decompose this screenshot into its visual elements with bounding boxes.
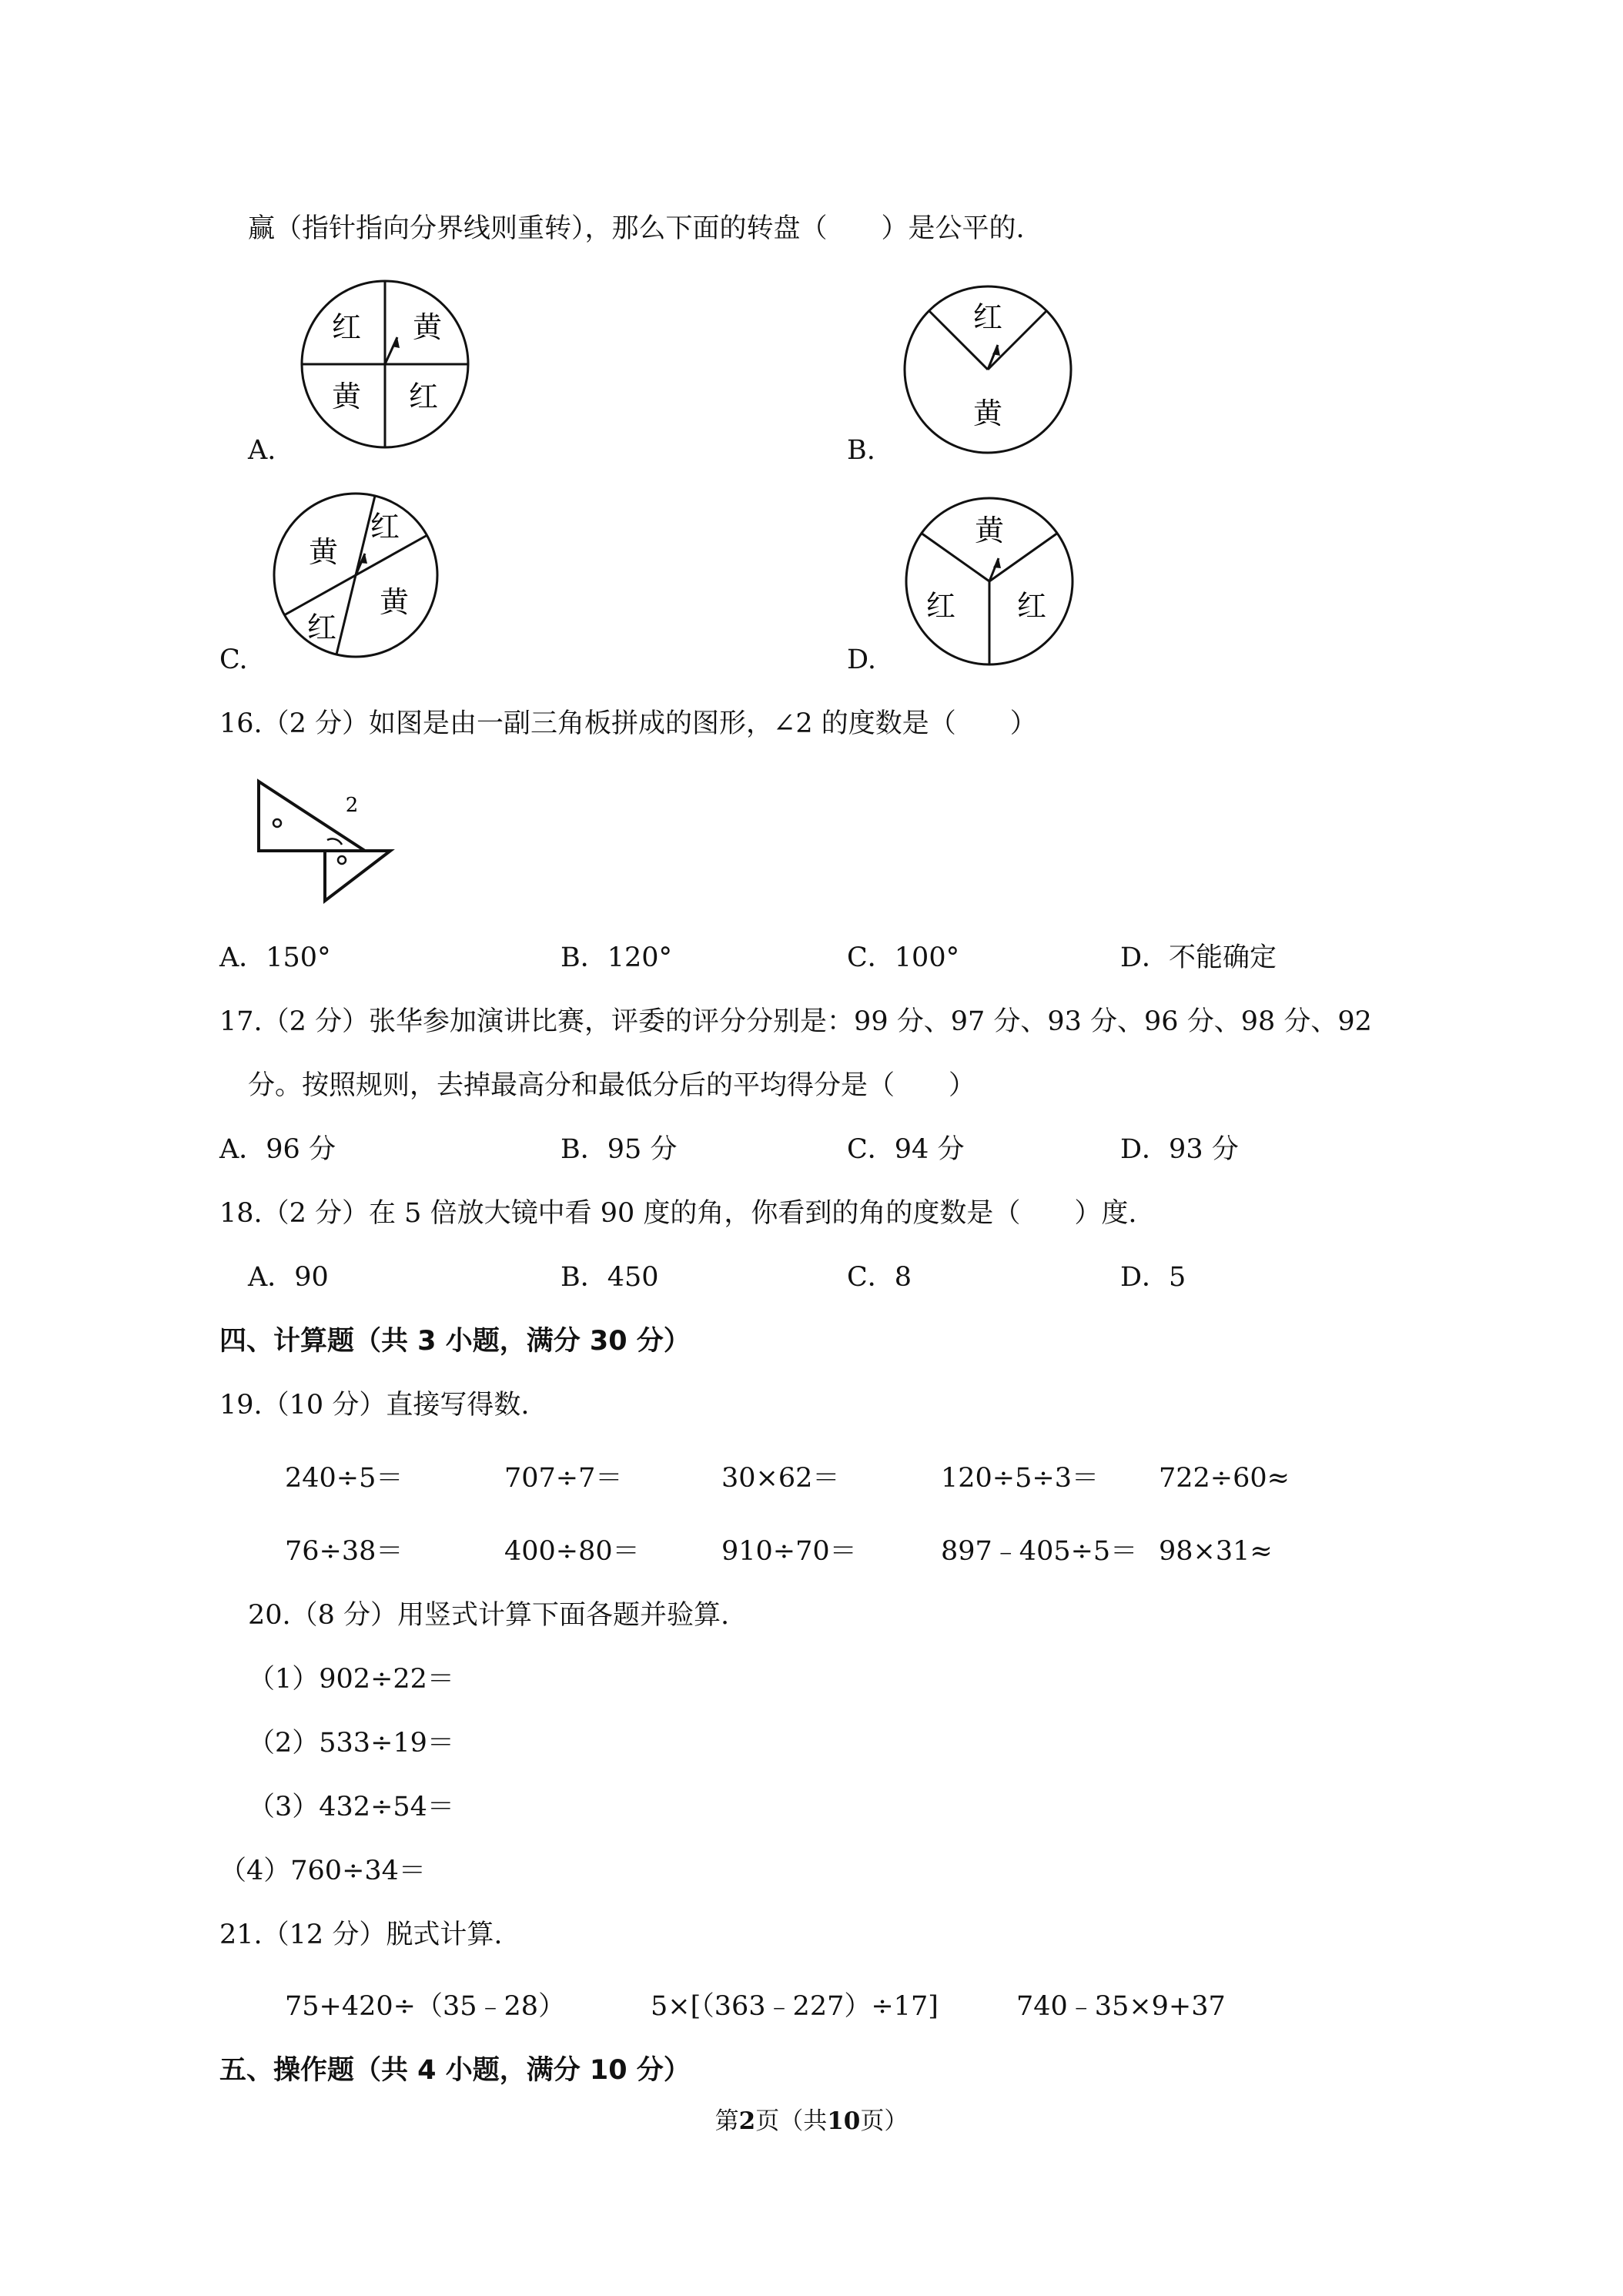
page-footer xyxy=(0,2106,1623,2137)
spinner-a xyxy=(296,276,474,453)
q19-item: 76÷38＝ xyxy=(285,1536,403,1567)
spinner-d xyxy=(901,493,1078,670)
q16-option-c: C．100° xyxy=(847,942,960,973)
q18-option-d: D．5 xyxy=(1120,1262,1186,1293)
q19-item: 707÷7＝ xyxy=(504,1463,623,1494)
footer-text: 页） xyxy=(860,2107,909,2135)
q19-stem: 19.（10 分）直接写得数. xyxy=(219,1390,530,1421)
q20-item: （3）432÷54＝ xyxy=(248,1792,454,1822)
q20-stem: 20.（8 分）用竖式计算下面各题并验算. xyxy=(248,1600,730,1631)
q16-option-b: B．120° xyxy=(561,942,673,973)
q18-option-c: C．8 xyxy=(847,1262,912,1293)
q18-stem: 18.（2 分）在 5 倍放大镜中看 90 度的角，你看到的角的度数是（ ）度. xyxy=(219,1198,1137,1229)
triangle-set-figure xyxy=(248,774,402,909)
spinner-region-label: 红 xyxy=(306,611,337,644)
q16-option-a: A．150° xyxy=(219,942,331,973)
q21-item: 75+420÷（35﹣28） xyxy=(285,1991,566,2022)
option-a-label: A. xyxy=(248,435,276,466)
spinner-region-label: 红 xyxy=(1016,589,1047,623)
q16-option-d: D．不能确定 xyxy=(1120,942,1277,973)
spinner-region-label: 黄 xyxy=(379,585,410,619)
footer-page-total: 10 xyxy=(827,2107,861,2135)
q18-option-b: B．450 xyxy=(561,1262,659,1293)
q17-stem-line2: 分。按照规则，去掉最高分和最低分后的平均得分是（ ） xyxy=(248,1070,976,1101)
q19-item: 98×31≈ xyxy=(1159,1536,1273,1567)
section-5-heading: 五、操作题（共 4 小题，满分 10 分） xyxy=(219,2055,691,2086)
q17-stem-line1: 17.（2 分）张华参加演讲比赛，评委的评分分别是：99 分、97 分、93 分、96 分、98 分、92 xyxy=(219,1006,1372,1037)
spinner-c xyxy=(269,489,443,662)
q20-item: （1）902÷22＝ xyxy=(248,1664,454,1695)
spinner-region-label: 黄 xyxy=(308,535,339,569)
q21-stem: 21.（12 分）脱式计算. xyxy=(219,1919,503,1950)
section-4-heading: 四、计算题（共 3 小题，满分 30 分） xyxy=(219,1326,691,1357)
q16-stem: 16.（2 分）如图是由一副三角板拼成的图形，∠2 的度数是（ ） xyxy=(219,708,1037,739)
spinner-region-label: 黄 xyxy=(974,514,1005,547)
angle-2-label: 2 xyxy=(345,794,359,817)
q20-item: （4）760÷34＝ xyxy=(219,1856,426,1886)
spinner-region-label: 黄 xyxy=(972,397,1003,430)
footer-text: 第 xyxy=(714,2107,739,2135)
spinner-region-label: 红 xyxy=(925,589,956,623)
q19-item: 30×62＝ xyxy=(721,1463,840,1494)
spinner-region-label: 红 xyxy=(331,310,362,344)
q19-item: 910÷70＝ xyxy=(721,1536,857,1567)
q19-item: 240÷5＝ xyxy=(285,1463,403,1494)
q18-option-a: A．90 xyxy=(248,1262,329,1293)
q19-item: 897﹣405÷5＝ xyxy=(941,1536,1138,1567)
footer-page-number: 2 xyxy=(738,2107,756,2135)
spinner-region-label: 黄 xyxy=(331,380,362,413)
option-d-label: D. xyxy=(847,644,876,675)
footer-text: 页（共 xyxy=(755,2107,828,2135)
spinner-region-label: 红 xyxy=(370,510,400,544)
spinner-region-label: 红 xyxy=(972,300,1003,334)
spinner-region-label: 黄 xyxy=(412,310,443,344)
q19-item: 722÷60≈ xyxy=(1159,1463,1290,1494)
q15-stem-continuation: 赢（指针指向分界线则重转），那么下面的转盘（ ）是公平的. xyxy=(248,213,1025,244)
q21-item: 740﹣35×9+37 xyxy=(1016,1991,1226,2022)
q17-option-c: C．94 分 xyxy=(847,1134,965,1165)
q19-item: 400÷80＝ xyxy=(504,1536,640,1567)
q17-option-a: A．96 分 xyxy=(219,1134,336,1165)
spinner-b xyxy=(899,281,1076,458)
q19-item: 120÷5÷3＝ xyxy=(941,1463,1099,1494)
q20-item: （2）533÷19＝ xyxy=(248,1728,454,1759)
q17-option-b: B．95 分 xyxy=(561,1134,678,1165)
q17-option-d: D．93 分 xyxy=(1120,1134,1239,1165)
spinner-region-label: 红 xyxy=(408,380,439,413)
q21-item: 5×[（363﹣227）÷17] xyxy=(651,1991,939,2022)
option-b-label: B. xyxy=(847,435,875,466)
option-c-label: C. xyxy=(219,644,248,675)
